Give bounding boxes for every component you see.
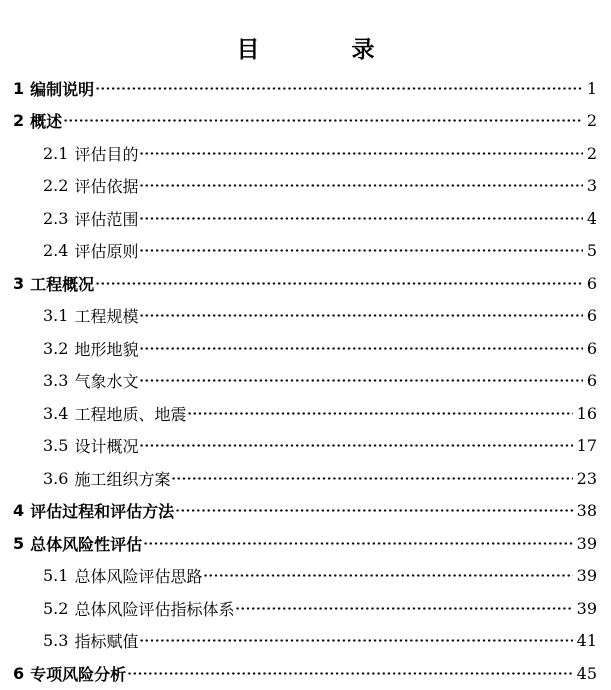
toc-entry[interactable] — [0, 495, 611, 528]
entry-number: 5 — [13, 533, 25, 553]
toc-entry[interactable] — [0, 625, 611, 658]
entry-number: 4 — [13, 501, 25, 521]
entry-label: 气象水文 — [74, 372, 139, 392]
dot-leader — [139, 639, 572, 642]
toc-entry[interactable] — [0, 300, 611, 333]
entry-label: 地形地貌 — [74, 339, 139, 359]
dot-leader — [143, 542, 572, 545]
entry-page-number: 39 — [576, 598, 597, 618]
toc-entry[interactable] — [0, 592, 611, 625]
dot-leader — [139, 217, 582, 220]
entry-label: 工程规模 — [74, 307, 139, 327]
entry-label: 施工组织方案 — [74, 469, 171, 489]
dot-leader — [95, 282, 583, 285]
dot-leader — [175, 509, 572, 512]
entry-label: 评估范围 — [74, 209, 139, 229]
toc-entry[interactable] — [0, 430, 611, 463]
entry-page-number: 1 — [586, 78, 597, 98]
entry-number: 5.2 — [43, 598, 69, 618]
entry-label: 概述 — [30, 112, 63, 132]
dot-leader — [95, 87, 583, 90]
entry-page-number: 5 — [586, 241, 597, 261]
toc-entry[interactable] — [0, 527, 611, 560]
dot-leader — [171, 477, 572, 480]
dot-leader — [127, 672, 572, 675]
entry-page-number: 6 — [586, 371, 597, 391]
entry-number: 6 — [13, 663, 25, 683]
toc-entry[interactable] — [0, 267, 611, 300]
dot-leader — [139, 184, 582, 187]
dot-leader — [203, 574, 572, 577]
entry-number: 3.5 — [43, 436, 69, 456]
entry-number: 3.6 — [43, 468, 69, 488]
entry-label: 总体风险性评估 — [30, 534, 143, 554]
entry-label: 指标赋值 — [74, 632, 139, 652]
entry-label: 工程地质、地震 — [74, 404, 187, 424]
entry-page-number: 39 — [576, 566, 597, 586]
entry-page-number: 3 — [586, 176, 597, 196]
toc-entry[interactable] — [0, 202, 611, 235]
dot-leader — [139, 249, 582, 252]
entry-page-number: 6 — [586, 338, 597, 358]
entry-label: 总体风险评估思路 — [74, 567, 203, 587]
dot-leader — [187, 412, 572, 415]
entry-number: 2.2 — [43, 176, 69, 196]
entry-page-number: 16 — [576, 403, 597, 423]
dot-leader — [139, 379, 582, 382]
entry-number: 3.3 — [43, 371, 69, 391]
entry-page-number: 4 — [586, 208, 597, 228]
toc-entry[interactable] — [0, 170, 611, 203]
entry-page-number: 38 — [576, 501, 597, 521]
toc-entry[interactable] — [0, 235, 611, 268]
entry-number: 3.2 — [43, 338, 69, 358]
entry-page-number: 45 — [576, 663, 597, 683]
entry-page-number: 17 — [576, 436, 597, 456]
dot-leader — [139, 347, 582, 350]
toc-title: 目 录 — [236, 37, 417, 64]
entry-page-number: 39 — [576, 533, 597, 553]
entry-label: 评估依据 — [74, 177, 139, 197]
entry-number: 3.1 — [43, 306, 69, 326]
toc-entry[interactable] — [0, 397, 611, 430]
dot-leader — [235, 607, 572, 610]
toc-entry[interactable] — [0, 72, 611, 105]
dot-leader — [139, 444, 572, 447]
entry-label: 评估过程和评估方法 — [30, 502, 175, 522]
toc-entry[interactable] — [0, 365, 611, 398]
entry-page-number: 6 — [586, 306, 597, 326]
entry-number: 3 — [13, 273, 25, 293]
entry-page-number: 41 — [576, 631, 597, 651]
entry-number: 2.3 — [43, 208, 69, 228]
entry-label: 总体风险评估指标体系 — [74, 599, 235, 619]
entry-number: 2.1 — [43, 143, 69, 163]
dot-leader — [63, 119, 583, 122]
entry-number: 5.3 — [43, 631, 69, 651]
toc-entry[interactable] — [0, 560, 611, 593]
toc-entry[interactable] — [0, 332, 611, 365]
entry-label: 编制说明 — [30, 79, 95, 99]
dot-leader — [139, 314, 582, 317]
entry-label: 设计概况 — [74, 437, 139, 457]
entry-page-number: 2 — [586, 111, 597, 131]
entry-number: 5.1 — [43, 566, 69, 586]
entry-label: 工程概况 — [30, 274, 95, 294]
entry-page-number: 2 — [586, 143, 597, 163]
entry-number: 3.4 — [43, 403, 69, 423]
toc-entry[interactable] — [0, 137, 611, 170]
toc-entry[interactable] — [0, 462, 611, 495]
entry-label: 评估原则 — [74, 242, 139, 262]
toc-entry[interactable] — [0, 105, 611, 138]
entry-label: 专项风险分析 — [30, 664, 127, 684]
entry-page-number: 6 — [586, 273, 597, 293]
entry-page-number: 23 — [576, 468, 597, 488]
entry-label: 评估目的 — [74, 144, 139, 164]
dot-leader — [139, 152, 582, 155]
toc-entry[interactable] — [0, 657, 611, 690]
entry-number: 2 — [13, 111, 25, 131]
entry-number: 2.4 — [43, 241, 69, 261]
entry-number: 1 — [13, 78, 25, 98]
toc-list — [0, 72, 611, 690]
